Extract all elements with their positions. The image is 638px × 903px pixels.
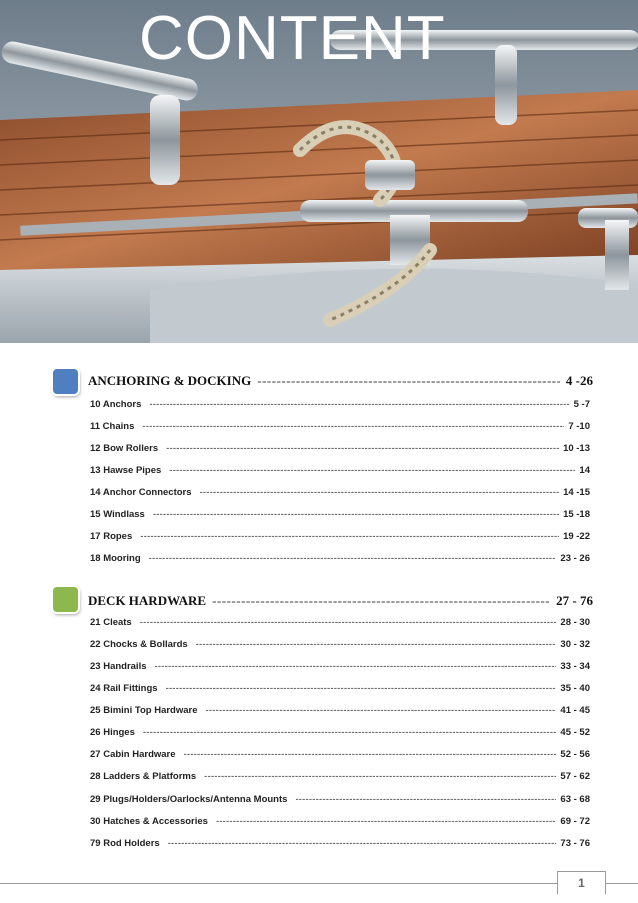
toc-entry[interactable] [90, 485, 590, 499]
hero-image [0, 0, 638, 343]
dot-leader [216, 816, 556, 827]
dot-leader [142, 421, 564, 432]
entry-pages: 23 - 26 [560, 552, 590, 564]
entry-label: 10 Anchors [90, 398, 142, 410]
toc-entry[interactable] [90, 792, 590, 806]
entry-pages: 73 - 76 [560, 837, 590, 849]
toc-entry[interactable] [90, 397, 590, 411]
section-pages: 4 -26 [565, 373, 593, 388]
entry-pages: 28 - 30 [560, 616, 590, 628]
dot-leader [155, 661, 557, 672]
toc-entry[interactable] [90, 814, 590, 828]
entry-pages: 41 - 45 [560, 704, 590, 716]
dot-leader [149, 553, 557, 564]
entry-label: 17 Ropes [90, 530, 133, 542]
toc-entry[interactable] [90, 725, 590, 739]
dot-leader [184, 749, 557, 760]
entry-pages: 57 - 62 [560, 770, 590, 782]
toc-entry[interactable] [90, 419, 590, 433]
dot-leader [168, 838, 557, 849]
toc-entry[interactable] [90, 703, 590, 717]
entry-label: 29 Plugs/Holders/Oarlocks/Antenna Mounts [90, 793, 288, 805]
dot-leader [153, 509, 559, 520]
toc-entry[interactable] [90, 463, 590, 477]
entry-pages: 14 -15 [563, 486, 590, 498]
entry-pages: 63 - 68 [560, 793, 590, 805]
entry-label: 28 Ladders & Platforms [90, 770, 197, 782]
toc-entry[interactable] [90, 529, 590, 543]
entry-label: 18 Mooring [90, 552, 141, 564]
entry-label: 14 Anchor Connectors [90, 486, 192, 498]
section-pages: 27 - 76 [556, 593, 593, 608]
dot-leader [257, 373, 560, 389]
dot-leader [140, 617, 557, 628]
toc-entry[interactable] [90, 747, 590, 761]
entry-pages: 10 -13 [563, 442, 590, 454]
entry-label: 26 Hinges [90, 726, 135, 738]
entry-pages: 5 -7 [573, 398, 590, 410]
dot-leader [149, 399, 569, 410]
entry-pages: 45 - 52 [560, 726, 590, 738]
toc-entry[interactable] [90, 769, 590, 783]
entry-label: 24 Rail Fittings [90, 682, 158, 694]
section-title: ANCHORING & DOCKING [88, 373, 252, 388]
entry-label: 27 Cabin Hardware [90, 748, 176, 760]
dot-leader [196, 639, 557, 650]
entry-label: 12 Bow Rollers [90, 442, 159, 454]
entry-label: 25 Bimini Top Hardware [90, 704, 198, 716]
entry-label: 23 Handrails [90, 660, 147, 672]
entry-label: 79 Rod Holders [90, 837, 160, 849]
entry-label: 22 Chocks & Bollards [90, 638, 188, 650]
entry-pages: 7 -10 [568, 420, 590, 432]
dot-leader [295, 794, 556, 805]
entry-label: 13 Hawse Pipes [90, 464, 162, 476]
entry-label: 15 Windlass [90, 508, 145, 520]
toc-entry[interactable] [90, 681, 590, 695]
dot-leader [212, 593, 550, 609]
section-color-marker [53, 369, 78, 394]
toc-entry[interactable] [90, 836, 590, 850]
toc-entry[interactable] [90, 507, 590, 521]
entry-label: 30 Hatches & Accessories [90, 815, 208, 827]
dot-leader [200, 487, 560, 498]
toc-entry[interactable] [90, 615, 590, 629]
dot-leader [166, 683, 557, 694]
toc-entry[interactable] [90, 551, 590, 565]
dot-leader [204, 771, 556, 782]
entry-label: 21 Cleats [90, 616, 132, 628]
section-title: DECK HARDWARE [88, 593, 207, 608]
dot-leader [140, 531, 559, 542]
footer-rule [0, 883, 638, 884]
entry-pages: 35 - 40 [560, 682, 590, 694]
entry-label: 11 Chains [90, 420, 135, 432]
dot-leader [169, 465, 575, 476]
dot-leader [166, 443, 559, 454]
page-number: 1 [557, 871, 606, 894]
entry-pages: 33 - 34 [560, 660, 590, 672]
section-heading[interactable] [88, 592, 593, 610]
section-color-marker [53, 587, 78, 612]
dot-leader [143, 727, 557, 738]
entry-pages: 19 -22 [563, 530, 590, 542]
dot-leader [206, 705, 557, 716]
toc-entry[interactable] [90, 659, 590, 673]
entry-pages: 30 - 32 [560, 638, 590, 650]
page-title: CONTENT [139, 4, 446, 73]
toc-entry[interactable] [90, 637, 590, 651]
toc-entry[interactable] [90, 441, 590, 455]
entry-pages: 52 - 56 [560, 748, 590, 760]
section-heading[interactable] [88, 372, 593, 390]
entry-pages: 15 -18 [563, 508, 590, 520]
entry-pages: 14 [579, 464, 590, 476]
entry-pages: 69 - 72 [560, 815, 590, 827]
